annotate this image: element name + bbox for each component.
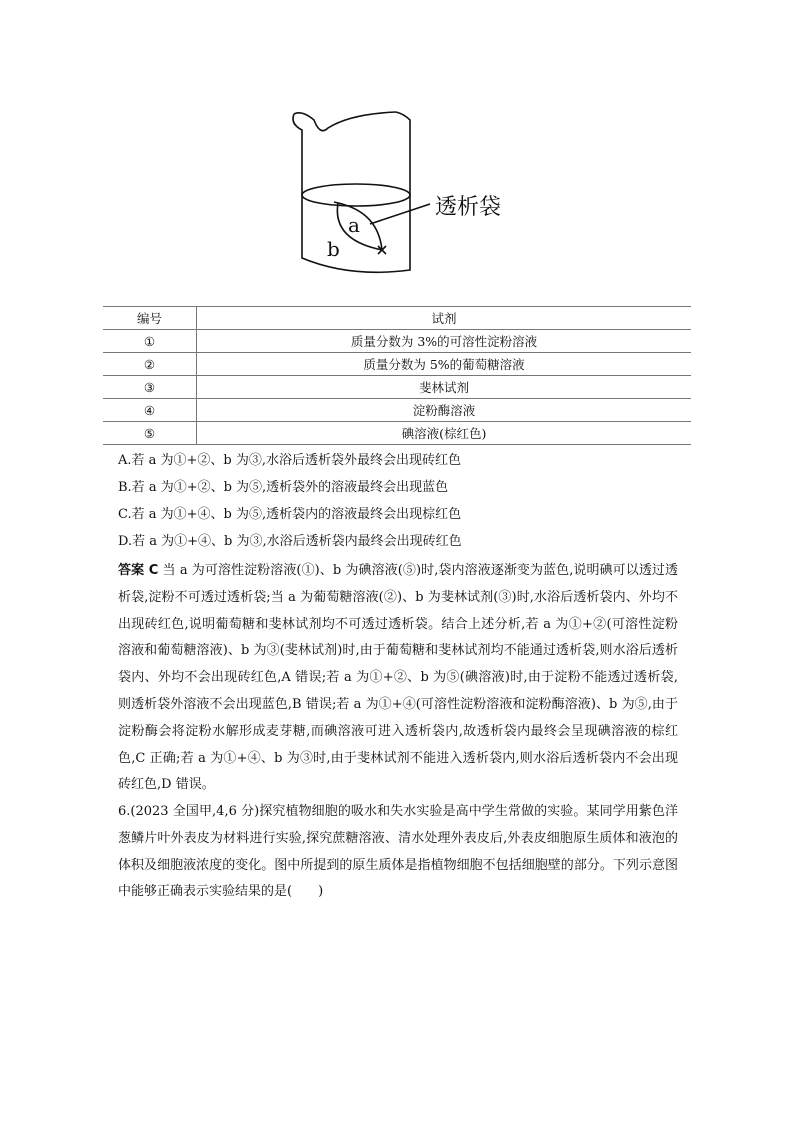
option-d: D.若 a 为①+④、b 为③,水浴后透析袋内最终会出现砖红色 bbox=[118, 534, 462, 549]
option-c: C.若 a 为①+④、b 为⑤,透析袋内的溶液最终会出现棕红色 bbox=[118, 507, 462, 522]
beaker-spout bbox=[294, 112, 396, 131]
row-reagent: 斐林试剂 bbox=[418, 380, 469, 395]
answer-explanation bbox=[118, 558, 678, 799]
row-number: ③ bbox=[103, 376, 197, 399]
header-reagent: 试剂 bbox=[431, 311, 457, 326]
water-surface bbox=[302, 184, 410, 206]
beaker-outline bbox=[293, 112, 410, 272]
bag-pointer bbox=[370, 204, 430, 224]
question-6: 6.(2023 全国甲,4,6 分)探究植物细胞的吸水和失水实验是高中学生常做的实验。某同学用紫色洋葱鳞片叶外表皮为材料进行实验,探究蔗糖溶液、清水处理外表皮后,外表皮细胞原生质体和液泡的体积及细胞液浓度的变化。图中所提到的原生质体是指植物细胞不包括细胞壁的部分。下列示意图中能够正确表示实验结果的是( ) bbox=[118, 804, 678, 900]
beaker-figure bbox=[280, 100, 540, 280]
table-row bbox=[103, 422, 691, 445]
row-reagent: 质量分数为 3%的可溶性淀粉溶液 bbox=[350, 334, 538, 349]
table-row bbox=[103, 399, 691, 422]
option-a: A.若 a 为①+②、b 为③,水浴后透析袋外最终会出现砖红色 bbox=[118, 453, 462, 468]
table-row bbox=[103, 353, 691, 376]
table-header-row bbox=[103, 307, 691, 330]
row-number: ⑤ bbox=[103, 422, 197, 445]
row-number: ① bbox=[103, 330, 197, 353]
table-row bbox=[103, 376, 691, 399]
row-number: ④ bbox=[103, 399, 197, 422]
reagent-table bbox=[103, 306, 691, 445]
label-a: a bbox=[348, 213, 360, 237]
label-bag: 透析袋 bbox=[435, 195, 502, 220]
row-reagent: 质量分数为 5%的葡萄糖溶液 bbox=[363, 357, 525, 372]
row-number: ② bbox=[103, 353, 197, 376]
label-b: b bbox=[327, 237, 340, 261]
answer-label: 答案 C bbox=[118, 563, 159, 578]
table-row bbox=[103, 330, 691, 353]
option-b: B.若 a 为①+②、b 为⑤,透析袋外的溶液最终会出现蓝色 bbox=[118, 480, 449, 495]
header-number: 编号 bbox=[103, 307, 197, 330]
row-reagent: 淀粉酶溶液 bbox=[412, 403, 476, 418]
answer-text: 当 a 为可溶性淀粉溶液(①)、b 为碘溶液(⑤)时,袋内溶液逐渐变为蓝色,说明碘可以透过透析袋,淀粉不可透过透析袋;当 a 为葡萄糖溶液(②)、b 为斐林试剂(③)时,水浴后透析袋内、外均不出现砖红色,说明葡萄糖和斐林试剂均不可透过透析袋。结合上述分析,若 a 为①+②(可溶性淀粉溶液和葡萄糖溶液)、b 为③(斐林试剂)时,由于葡萄糖和斐林试剂均不能通过透析袋,则水浴后透析袋内、外均不会出现砖红色,A 错误;若 a 为①+②、b 为⑤(碘溶液)时,由于淀粉不能透过透析袋,则透析袋外溶液不会出现蓝色,B 错误;若 a 为①+④(可溶性淀粉溶液和淀粉酶溶液)、b 为⑤,由于淀粉酶会将淀粉水解形成麦芽糖,而碘溶液可进入透析袋内,故透析袋内最终会呈现碘溶液的棕红色,C 正确;若 a 为①+④、b 为③时,由于斐林试剂不能进入透析袋内,则水浴后透析袋内不会出现砖红色,D 错误。 bbox=[118, 563, 678, 793]
row-reagent: 碘溶液(棕红色) bbox=[401, 426, 487, 441]
